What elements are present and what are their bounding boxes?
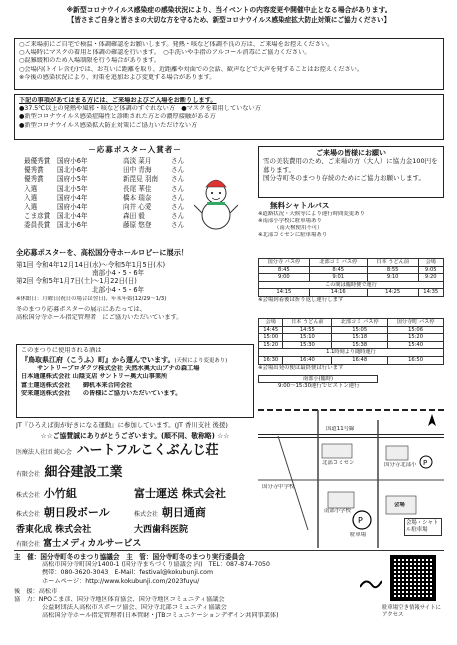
jt-notice-text: JT『ひろえば街が好きになる運動』に参加しています。(JT 香川支社 後援) [16,421,228,429]
sponsor-prefix: 医療法人社団 純心会 [16,449,72,457]
footer-homepage: ホームページ：http://www.kokubunji.com/2023fuyu/ [42,577,200,585]
table-header: 会場 [259,319,283,327]
sponsor-prefix: 株式会社 [16,492,41,500]
sponsor-row [16,465,254,483]
sponsor-name: 香東化成 株式会社 [16,525,92,536]
exhibition-line1: 第1回 令和4年12月14日(水)～令和5年1月5日(木) [16,261,166,269]
sponsor-row [16,443,254,461]
sponsor-row [16,506,254,522]
plea-text2: 国分寺町冬のまつり存続のためにご協力お願いします。 [263,174,425,183]
award-row: 優秀賞 国北小6年 田中 青海 さん [24,166,185,175]
awards-title: －応募ポスター入賞者－ [88,145,182,154]
sponsor-prefix: 有限会社 [16,471,41,479]
map-label: 国分寺北部小 [384,462,417,468]
exhibition-line2b: 北部小4・5・6年 [92,285,145,294]
sponsors-block [16,432,254,548]
sponsor-name: 小竹組 [43,487,77,501]
map-label: 南部小学校 [324,508,351,514]
notice-headline: ※新型コロナウイルス感染症の感染状況により、当イベントの内容変更や開催中止となる場合があります。 [66,6,392,14]
award-row: 入選 国北小5年 長尾 華佳 さん [24,184,185,193]
materials-sake-note: (天候により変更あり) [174,358,228,365]
table-row: 15:20 15:30 15:38 15:40 [259,341,444,349]
sponsor-name: 富士運送 株式会社 [134,487,226,501]
sponsor-prefix: 有限会社 [16,541,41,549]
bus-block [258,200,444,239]
materials-row: 富士運送株式会社 御机本来合同会社 [21,381,133,389]
footer-cooperate: 公益財団法人高松市スポーツ協会、国分寺北部コミュニティ協議会 [42,604,227,612]
table-row [259,375,378,383]
footer-cooperate: 協 力：NPOこま彦、国分寺地区体育協会、国分寺地区コミュニティ協議会 [14,596,225,604]
table-row: 14:15 14:16 14:25 14:35 [259,289,444,297]
table-header: 国分寺町 バス停 [388,319,444,327]
map-label: 駐車場 [350,532,367,538]
table-row [259,349,444,357]
materials-row: 安来運送株式会社 の皆様にご協力いただいています。 [21,389,182,397]
plea-title: ご来場の皆様にお願い [316,149,386,157]
sponsor-row [16,487,254,503]
exhibition-note2: 高松国分寺ホール指定管理者 にご協力いただいています。 [16,314,183,322]
notice-item: ○混雑緩和のため入場制限を行う場合があります。 [19,57,161,65]
materials-box [16,344,254,418]
bus-table-note: ※会場到着後は折り返し運行します [258,296,344,303]
sponsor-name: 細谷建設工業 [44,465,123,481]
table-row: 15:00 15:10 15:18 15:20 [259,334,444,342]
awards-block [16,144,254,246]
award-row: 入選 国府小4年 向井 心愛 さん [24,203,185,212]
snowman-icon [194,175,238,231]
cooperation-item: ●新型コロナウイルス感染拡大防止対策にご協力いただけない方 [19,121,198,129]
materials-sake-line [21,355,249,365]
table-header: 国分寺 バス停 [259,259,310,267]
materials-sake-text: 『鳥取県江府（こうふ）町』から運んでいます。 [21,356,175,365]
parking-note: 南部小(臨時) [259,375,378,383]
jt-notice [16,421,254,429]
award-row: 委員長賞 国北小6年 藤原 悠登 さん [24,221,185,230]
award-row: 最優秀賞 国府小6年 高淡 菜月 さん [24,157,185,165]
map-label: 会場 [394,502,405,508]
table-header: 会場 [418,259,443,267]
award-row: 優秀賞 国府小5年 新毘見 羽南 さん [24,175,185,184]
sponsor-row [16,524,254,536]
footer [14,550,444,640]
sponsors-title: ☆☆ご協賛誠にありがとうございます。(順不同、敬称略) ☆☆ [40,432,230,440]
bus-table-return [258,318,444,390]
notice-item: ※今後の感染状況により、対策を追加および変更する場合があります。 [19,73,216,81]
table-row: 14:45 14:55 15:05 15:06 [259,326,444,334]
exhibition-line1b: 南部小4・5・6年 [92,269,145,278]
cooperation-item: ●37.5℃以上の発熱や風邪・咳など体調のすぐれない方 ●マスクを着用していない方 [19,105,261,113]
table-mid-note: この間は臨時便で運行 [259,281,444,289]
awards-list [16,157,254,231]
notice-item: ○会場内(トイレ含む)では、お互いに距離を取り、近距離や対面での会話、歓声などで大声を発することはお控えください。 [19,65,364,73]
notice-item: ○入場時にマスクの着用と体調の確認を行います。 ○手洗いや手指のアルコール消毒にご協力ください。 [19,49,311,57]
exhibition-note1: 冬のまつり応募ポスターの展示にあたっては、 [16,305,146,313]
sponsor-prefix: 株式会社 [16,511,41,519]
sponsor-name: 富士メディカルサービス [43,539,142,550]
exhibition-line2: 第2回 令和5年1月7日(土)～1月22日(日) [16,277,137,286]
bus-table-outbound [258,258,444,304]
exhibition-holiday: ※休館日：月曜日(祝日の場合は翌日)、年末年始(12/29～1/3) [16,295,167,302]
table-header: 日本 うどん前 [283,319,332,327]
footer-organizer: 主 催：国分寺町冬のまつり協議会 主 管：国分寺町冬のまつり実行委員会 [14,553,245,561]
notice-block [14,6,444,24]
venue-map [258,400,444,548]
map-legend-caption: 会場・シャトル駐車場 [404,518,442,536]
exhibition-block [16,248,254,340]
materials-row: サントリープロダクツ株式会社 天然水奥大山ブナの森工場 [37,365,200,373]
bus-route: ※南部小学校に駐車場あり [258,218,322,224]
bus-route: ※道路状況・天候等により運行時間変更あり [258,211,365,217]
cooperation-title: 下記の事項があてはまる方には、ご来場およびご入場をお断りします。 [19,97,217,104]
sponsor-name: 朝日通商 [161,506,206,520]
table-row [259,259,444,267]
map-label: 国分寺中学校 [262,484,295,490]
notice-subline: 【皆さまご自身と皆さまの大切な方を守るため、新型コロナウイルス感染症拡大防止対策にご協力ください】 [67,16,391,25]
notice-items-box [14,38,444,90]
footer-cooperate: 高松国分寺ホール指定管理者(日本管財・JTBコミュニケーションデザイン共同事業体) [42,612,279,620]
award-row: こま彦賞 国北小4年 森田 毅 さん [24,212,185,221]
footer-address: 高松市国分寺町国分1400-1 (国分寺まちづくり協議会 内) TEL：087-874-7050 [42,561,270,569]
qr-caption: 駐車場空き情報サイトにアクセス [382,605,441,618]
bus-table-note: ※会場出発の便は最終便は行います [258,364,344,371]
sponsor-name: ハートフルこくぶんじ荘 [76,443,219,459]
award-row: 入選 国府小4年 橋本 瑞奈 さん [24,193,185,202]
exhibition-title: 全応募ポスターを、高松国分寺ホールロビーに展示！ [16,248,189,257]
parking-time: 9:00～15:30運行でピストン運行 [278,383,360,390]
footer-support: 後 援：高松市 [14,587,58,595]
bus-route: ※北部コミセンに駐車場あり [258,232,328,238]
footer-phone: 携帯：080-3620-3043 E-Mail：festival@kokubunji.com [42,569,213,577]
table-row: 9:00 9:01 9:10 9:20 [259,274,444,282]
cooperation-item: ●新型コロナウイルス感染症陽性と診断された方との濃厚接触がある方 [19,113,216,121]
table-row: 8:45 8:45 8:55 9:05 [259,266,444,274]
map-label: 北部コミセン [322,460,355,466]
wave-logo-icon [360,577,382,591]
plea-box [258,146,444,198]
notice-item: ○ご来場前にご自宅で検温・体調確認をお願いします。発熱・咳など体調不良の方は、ご来場をお控えください。 [19,41,334,48]
sponsor-prefix: 株式会社 [134,511,159,519]
cooperation-box [14,94,444,140]
qr-code-icon[interactable] [390,555,436,601]
materials-row: 日本通運株式会社 山陰支店 サントリー奥大山事業所 [21,373,168,381]
table-header: 北部コミ バス停 [309,259,367,267]
materials-title: このまつりに使用される酒は [21,347,102,354]
table-row [259,319,444,327]
plea-text1: 雪の美装費用のため、ご来場の方（大人）に協力金100円を募ります。 [263,157,438,174]
table-row: 16:30 16:40 16:48 16:50 [259,356,444,364]
sponsor-name: 朝日段ボール [43,506,110,520]
table-row [259,281,444,289]
bus-title: 無料シャトルバス [270,201,330,210]
sponsor-name: 大西歯科医院 [134,525,189,536]
bus-route: （南天検便用不可） [274,225,323,231]
svg-text:P: P [358,516,363,525]
table-mid-note: 1.1時刻より随時運行 [259,349,444,357]
table-header: 北部コミ バス停 [332,319,388,327]
svg-text:P: P [423,459,428,467]
table-header: 日本 うどん前 [367,259,418,267]
map-label: 国道11号線 [326,426,355,432]
